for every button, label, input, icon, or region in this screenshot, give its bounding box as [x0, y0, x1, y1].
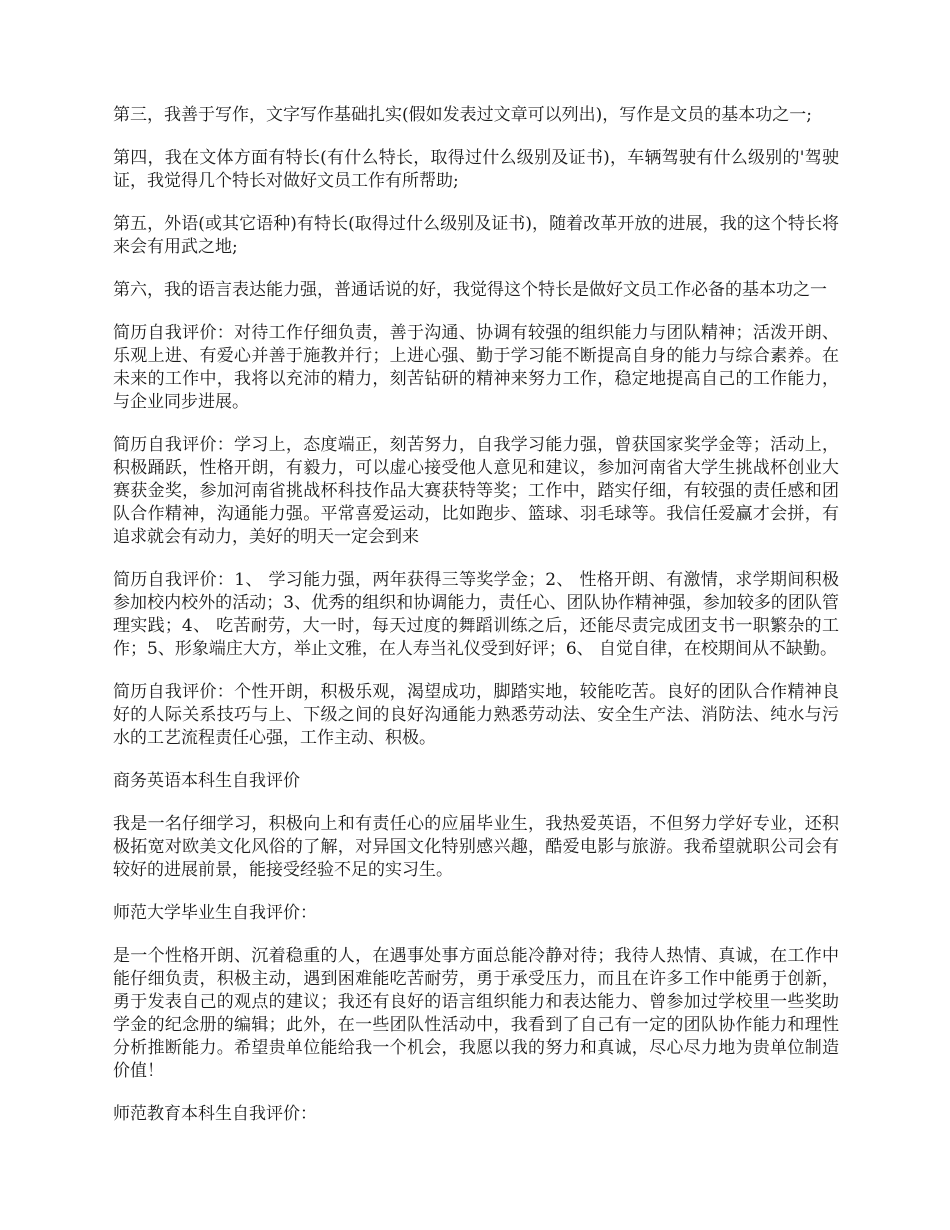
paragraph-business-english: 我是一名仔细学习，积极向上和有责任心的应届毕业生，我热爱英语，不但努力学好专业，还积极拓宽对欧美文化风俗的了解，对异国文化特别感兴趣，酷爱电影与旅游。我希望就职公司会有较好的进展前景，能接受经验不足的实习生。: [113, 814, 839, 880]
paragraph-sixth-strength: 第六，我的语言表达能力强，普通话说的好，我觉得这个特长是做好文员工作必备的基本功之一: [113, 280, 827, 300]
paragraph-resume-evaluation-2: 简历自我评价：学习上，态度端正，刻苦努力，自我学习能力强，曾获国家奖学金等；活动上，积极踊跃，性格开朗，有毅力，可以虚心接受他人意见和建议，参加河南省大学生挑战杯创业大赛获金奖，参加河南省挑战杯科技作品大赛获特等奖；工作中，踏实仔细，有较强的责任感和团队合作精神，沟通能力强。平常喜爱运动，比如跑步、篮球、羽毛球等。我信任爱赢才会拼，有追求就会有动力，美好的明天一定会到来: [113, 435, 839, 547]
paragraph-fifth-strength: 第五，外语(或其它语种)有特长(取得过什么级别及证书)，随着改革开放的进展，我的这个特长将来会有用武之地;: [113, 214, 839, 257]
heading-normal-university: 师范大学毕业生自我评价：: [113, 903, 317, 923]
document-page: [113, 104, 839, 1146]
paragraph-fourth-strength: 第四，我在文体方面有特长(有什么特长，取得过什么级别及证书)，车辆驾驶有什么级别的'驾驶证，我觉得几个特长对做好文员工作有所帮助;: [113, 148, 839, 191]
heading-business-english: 商务英语本科生自我评价: [113, 771, 300, 791]
paragraph-resume-evaluation-3: 简历自我评价：1、 学习能力强，两年获得三等奖学金；2、 性格开朗、有激情，求学期间积极参加校内校外的活动；3、优秀的组织和协调能力，责任心、团队协作精神强，参加较多的团队管理实践；4、 吃苦耐劳，大一时，每天过度的舞蹈训练之后，还能尽责完成团支书一职繁杂的工作；5、形象端庄大方，举止文雅，在人寿当礼仪受到好评；6、 自觉自律，在校期间从不缺勤。: [113, 570, 839, 659]
paragraph-third-strength: 第三，我善于写作，文字写作基础扎实(假如发表过文章可以列出)，写作是文员的基本功之一;: [113, 105, 812, 125]
heading-normal-education: 师范教育本科生自我评价：: [113, 1104, 317, 1124]
paragraph-normal-university: 是一个性格开朗、沉着稳重的人，在遇事处事方面总能冷静对待；我待人热情、真诚，在工作中能仔细负责，积极主动，遇到困难能吃苦耐劳，勇于承受压力，而且在许多工作中能勇于创新，勇于发表自己的观点的建议；我还有良好的语言组织能力和表达能力、曾参加过学校里一些奖助学金的纪念册的编辑；此外，在一些团队性活动中，我看到了自己有一定的团队协作能力和理性分析推断能力。希望贵单位能给我一个机会，我愿以我的努力和真诚，尽心尽力地为贵单位制造价值！: [113, 946, 839, 1081]
paragraph-resume-evaluation-4: 简历自我评价：个性开朗，积极乐观，渴望成功，脚踏实地，较能吃苦。良好的团队合作精神良好的人际关系技巧与上、下级之间的良好沟通能力熟悉劳动法、安全生产法、消防法、纯水与污水的工艺流程责任心强，工作主动、积极。: [113, 682, 839, 748]
paragraph-resume-evaluation-1: 简历自我评价：对待工作仔细负责，善于沟通、协调有较强的组织能力与团队精神；活泼开朗、乐观上进、有爱心并善于施教并行；上进心强、勤于学习能不断提高自身的能力与综合素养。在未来的工作中，我将以充沛的精力，刻苦钻研的精神来努力工作，稳定地提高自己的工作能力，与企业同步进展。: [113, 323, 839, 412]
